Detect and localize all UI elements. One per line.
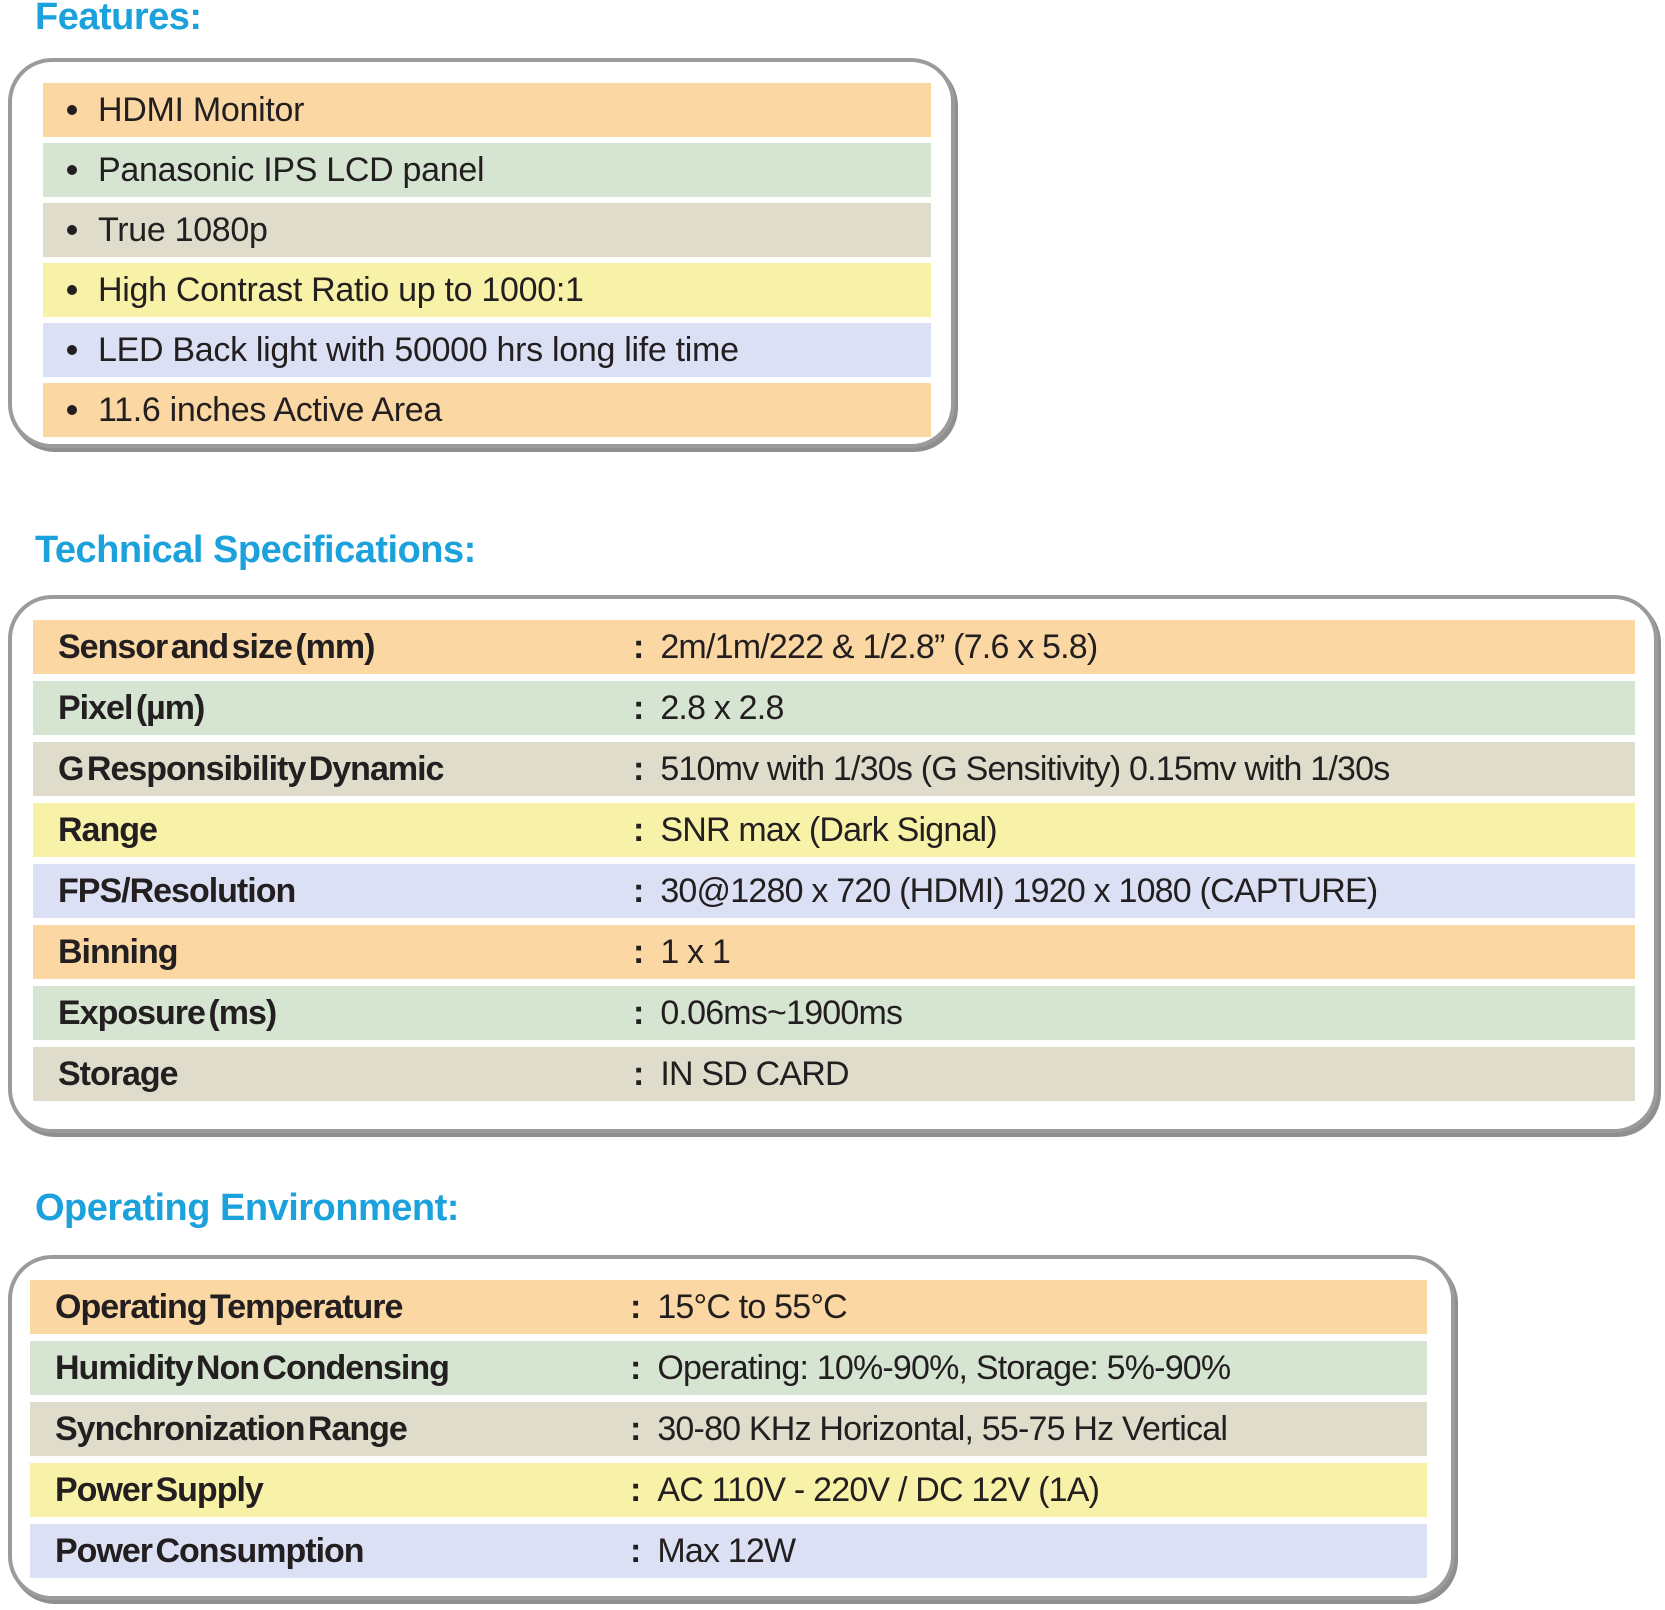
feature-item bbox=[43, 263, 931, 317]
spec-row bbox=[33, 803, 1635, 857]
spec-row bbox=[30, 1280, 1427, 1334]
spec-colon: : bbox=[633, 627, 645, 666]
bullet-icon bbox=[67, 165, 77, 175]
spec-label: Storage bbox=[58, 1054, 178, 1093]
feature-item-text: HDMI Monitor bbox=[98, 90, 305, 129]
spec-colon: : bbox=[630, 1287, 642, 1326]
spec-colon: : bbox=[630, 1531, 642, 1570]
spec-row bbox=[33, 986, 1635, 1040]
tech-specs-heading: Technical Specifications: bbox=[35, 529, 476, 571]
feature-item bbox=[43, 83, 931, 137]
spec-value: Operating: 10%-90%, Storage: 5%-90% bbox=[657, 1348, 1231, 1387]
bullet-icon bbox=[67, 405, 77, 415]
spec-colon: : bbox=[630, 1409, 642, 1448]
feature-item bbox=[43, 383, 931, 437]
spec-value: Max 12W bbox=[657, 1531, 796, 1570]
spec-row bbox=[30, 1463, 1427, 1517]
spec-value: 0.06ms~1900ms bbox=[660, 993, 903, 1032]
feature-item-text: True 1080p bbox=[98, 210, 268, 249]
feature-item bbox=[43, 323, 931, 377]
spec-colon: : bbox=[633, 871, 645, 910]
feature-item-text: High Contrast Ratio up to 1000:1 bbox=[98, 270, 584, 309]
spec-label: Binning bbox=[58, 932, 178, 971]
spec-colon: : bbox=[633, 932, 645, 971]
spec-label: Power Consumption bbox=[55, 1531, 364, 1570]
spec-label: Exposure (ms) bbox=[58, 993, 277, 1032]
spec-colon: : bbox=[633, 993, 645, 1032]
spec-label: Pixel (µm) bbox=[58, 688, 205, 727]
features-heading: Features: bbox=[35, 0, 202, 38]
spec-row bbox=[30, 1341, 1427, 1395]
spec-label: Operating Temperature bbox=[55, 1287, 403, 1326]
environment-panel bbox=[8, 1255, 1455, 1600]
spec-label: Sensor and size (mm) bbox=[58, 627, 375, 666]
spec-value: 2.8 x 2.8 bbox=[660, 688, 784, 727]
spec-value: 510mv with 1/30s (G Sensitivity) 0.15mv with 1/30s bbox=[660, 749, 1390, 788]
feature-item-text: Panasonic IPS LCD panel bbox=[98, 150, 485, 189]
bullet-icon bbox=[67, 105, 77, 115]
bullet-icon bbox=[67, 285, 77, 295]
spec-colon: : bbox=[633, 688, 645, 727]
spec-label: Synchronization Range bbox=[55, 1409, 407, 1448]
tech-specs-panel bbox=[8, 595, 1658, 1133]
spec-row bbox=[33, 742, 1635, 796]
features-panel bbox=[8, 58, 955, 448]
spec-colon: : bbox=[630, 1348, 642, 1387]
spec-label: Humidity Non Condensing bbox=[55, 1348, 449, 1387]
feature-item-text: LED Back light with 50000 hrs long life time bbox=[98, 330, 739, 369]
spec-colon: : bbox=[633, 749, 645, 788]
bullet-icon bbox=[67, 345, 77, 355]
spec-colon: : bbox=[630, 1470, 642, 1509]
spec-row bbox=[30, 1524, 1427, 1578]
spec-value: 30@1280 x 720 (HDMI) 1920 x 1080 (CAPTURE) bbox=[660, 871, 1378, 910]
spec-row bbox=[33, 1047, 1635, 1101]
spec-value: IN SD CARD bbox=[660, 1054, 849, 1093]
spec-value: SNR max (Dark Signal) bbox=[660, 810, 997, 849]
spec-value: 1 x 1 bbox=[660, 932, 731, 971]
spec-label: Range bbox=[58, 810, 157, 849]
environment-heading: Operating Environment: bbox=[35, 1187, 459, 1229]
spec-row bbox=[30, 1402, 1427, 1456]
spec-value: AC 110V - 220V / DC 12V (1A) bbox=[657, 1470, 1100, 1509]
spec-label: Power Supply bbox=[55, 1470, 263, 1509]
feature-item bbox=[43, 203, 931, 257]
spec-value: 15°C to 55°C bbox=[657, 1287, 847, 1326]
bullet-icon bbox=[67, 225, 77, 235]
spec-row bbox=[33, 925, 1635, 979]
feature-item bbox=[43, 143, 931, 197]
spec-value: 30-80 KHz Horizontal, 55-75 Hz Vertical bbox=[657, 1409, 1228, 1448]
spec-label: G Responsibility Dynamic bbox=[58, 749, 444, 788]
spec-colon: : bbox=[633, 810, 645, 849]
spec-label: FPS/Resolution bbox=[58, 871, 296, 910]
spec-value: 2m/1m/222 & 1/2.8” (7.6 x 5.8) bbox=[660, 627, 1098, 666]
feature-item-text: 11.6 inches Active Area bbox=[98, 390, 443, 429]
spec-row bbox=[33, 620, 1635, 674]
spec-row bbox=[33, 864, 1635, 918]
spec-colon: : bbox=[633, 1054, 645, 1093]
spec-row bbox=[33, 681, 1635, 735]
